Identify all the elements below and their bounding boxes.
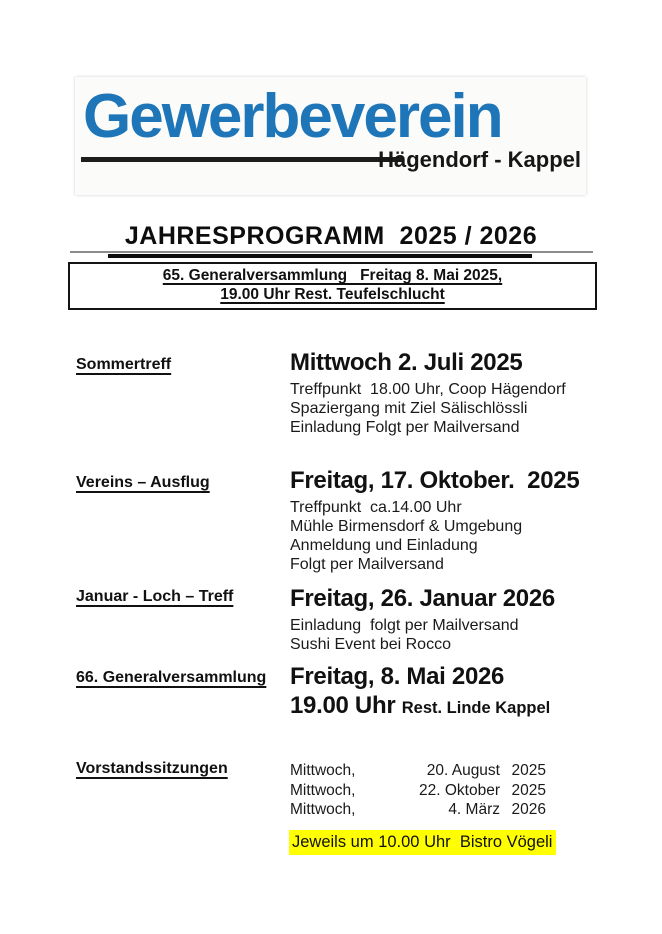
- section-vereins-ausflug: [290, 466, 640, 574]
- body-line: Folgt per Mailversand: [290, 556, 444, 573]
- section-label-januar-loch-treff: Januar - Loch – Treff: [76, 588, 234, 605]
- body-line: Sushi Event bei Rocco: [290, 636, 451, 653]
- rule-thick: [108, 254, 532, 258]
- logo-rule: [81, 157, 403, 162]
- meeting-row: [290, 781, 640, 801]
- body-line: Anmeldung und Einladung: [290, 537, 478, 554]
- body-line: Einladung folgt per Mailversand: [290, 617, 519, 634]
- body-line: Treffpunkt 18.00 Uhr, Coop Hägendorf: [290, 381, 566, 398]
- logo-subtitle: Hägendorf - Kappel: [378, 147, 581, 172]
- section-heading: Freitag, 17. Oktober. 2025: [290, 467, 580, 494]
- meeting-date: 4. März: [448, 801, 500, 818]
- section-label-vorstandssitzungen: Vorstandssitzungen: [76, 760, 228, 777]
- body-line: Mühle Birmensdorf & Umgebung: [290, 518, 523, 535]
- section-label-vereins-ausflug: Vereins – Ausflug: [76, 474, 210, 491]
- time-big: 19.00 Uhr: [290, 692, 402, 719]
- section-label-sommertreff: Sommertreff: [76, 356, 172, 373]
- section-66-generalversammlung: [290, 662, 640, 724]
- section-heading: Freitag, 26. Januar 2026: [290, 585, 555, 612]
- meeting-weekday: Mittwoch,: [290, 781, 356, 799]
- brand-logo-text: Gewerbeverein: [83, 82, 502, 151]
- body-line: Spaziergang mit Ziel Sälischlössli: [290, 400, 528, 417]
- meeting-weekday: Mittwoch,: [290, 801, 356, 818]
- meeting-date: 20. August: [426, 762, 500, 779]
- section-heading: Freitag, 8. Mai 2026: [290, 663, 505, 690]
- meeting-row: [290, 761, 640, 781]
- section-sommertreff: [290, 348, 640, 437]
- logo-block: [75, 77, 586, 195]
- meeting-year: 2025: [511, 781, 546, 799]
- time-venue: Rest. Linde Kappel: [401, 699, 551, 717]
- section-time-line: [290, 691, 640, 724]
- meeting-year: 2026: [511, 801, 546, 818]
- body-line: Treffpunkt ca.14.00 Uhr: [290, 499, 462, 516]
- rule-thin: [70, 251, 593, 253]
- body-line: Einladung Folgt per Mailversand: [290, 419, 520, 436]
- section-januar-loch-treff: [290, 584, 640, 654]
- page-title: JAHRESPROGRAMM 2025 / 2026: [124, 222, 538, 250]
- section-body: [290, 380, 640, 437]
- meeting-weekday: Mittwoch,: [290, 762, 356, 779]
- announcement-line-2: 19.00 Uhr Rest. Teufelschlucht: [220, 286, 445, 303]
- section-label-66-generalversammlung: 66. Generalversammlung: [76, 669, 267, 686]
- meeting-year: 2025: [511, 762, 546, 779]
- meeting-row: [290, 800, 640, 820]
- section-body: [290, 498, 640, 574]
- meeting-date: 22. Oktober: [419, 781, 500, 799]
- section-vorstandssitzungen: [290, 761, 640, 820]
- announcement-line-1: 65. Generalversammlung Freitag 8. Mai 2025,: [162, 267, 503, 284]
- highlight-note: Jeweils um 10.00 Uhr Bistro Vögeli: [289, 830, 556, 855]
- section-heading: Mittwoch 2. Juli 2025: [290, 349, 523, 376]
- section-body: [290, 616, 640, 654]
- announcement-box: [68, 262, 597, 310]
